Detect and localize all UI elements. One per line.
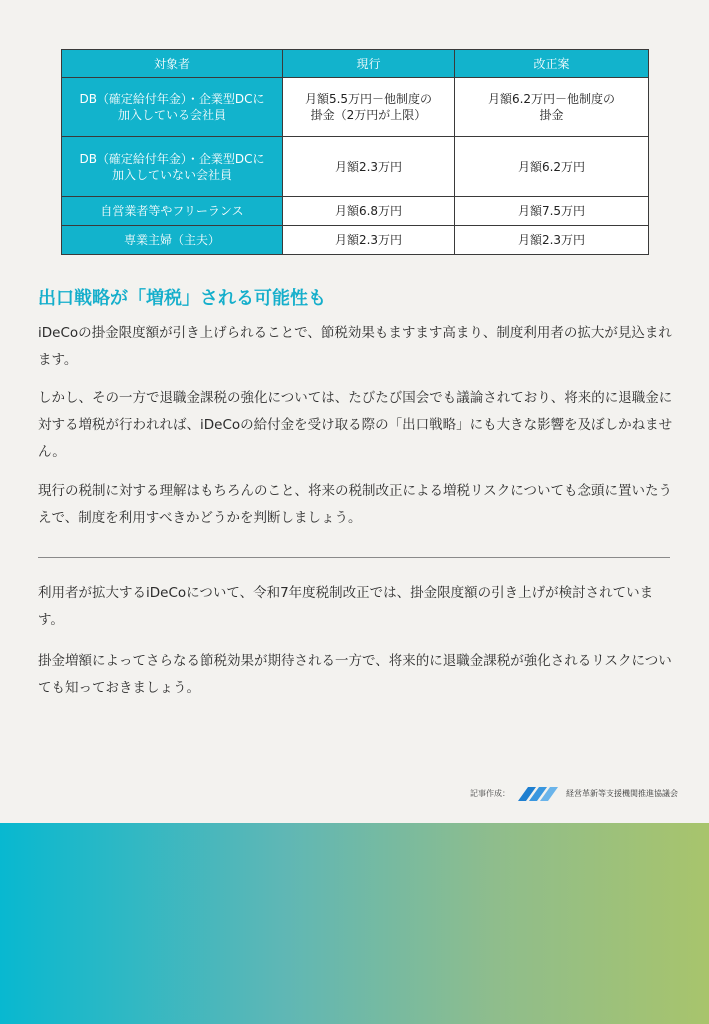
cell-line: 月額2.3万円 xyxy=(517,233,586,247)
summary-paragraph: 掛金増額によってさらなる節税効果が期待される一方で、将来的に退職金課税が強化されるリスクについても知っておきましょう。 xyxy=(38,653,672,696)
summary-paragraph: 利用者が拡大するiDeCoについて、令和7年度税制改正では、掛金限度額の引き上げが検討されています。 xyxy=(38,585,654,628)
cell-line: DB（確定給付年金）・企業型DCに xyxy=(79,92,265,106)
row-subject xyxy=(62,226,283,255)
table-header-row xyxy=(62,50,649,78)
row-current xyxy=(283,78,455,137)
cell-line: 加入していない会社員 xyxy=(111,167,232,182)
body-paragraph: 現行の税制に対する理解はもちろんのこと、将来の税制改正による増税リスクについても念頭に置いたうえで、制度を利用すべきかどうかを判断しましょう。 xyxy=(38,483,672,526)
stripes-logo-icon xyxy=(516,784,560,802)
row-proposed xyxy=(455,197,649,226)
header-subject: 対象者 xyxy=(62,50,283,78)
cell-line: 月額5.5万円－他制度の xyxy=(304,92,433,106)
cell-line: 月額2.3万円 xyxy=(334,159,403,174)
comparison-table xyxy=(61,49,649,255)
row-current xyxy=(283,137,455,197)
header-proposed: 改正案 xyxy=(455,50,649,78)
cell-line: 月額6.2万円－他制度の xyxy=(487,92,616,106)
body-paragraph: しかし、その一方で退職金課税の強化については、たびたび国会でも議論されており、将来的に退職金に対する増税が行われれば、iDeCoの給付金を受け取る際の「出口戦略」にも大きな影響を及ぼしかねません。 xyxy=(38,390,673,460)
section-title: 出口戦略が「増税」される可能性も xyxy=(38,288,326,309)
row-subject xyxy=(62,137,283,197)
table-row xyxy=(62,137,649,197)
row-proposed xyxy=(455,226,649,255)
cell-line: 月額6.8万円 xyxy=(334,204,403,218)
row-subject xyxy=(62,197,283,226)
credit-organization: 経営革新等支援機関推進協議会 xyxy=(566,788,678,798)
header-current: 現行 xyxy=(283,50,455,78)
row-current xyxy=(283,197,455,226)
cell-line: 月額2.3万円 xyxy=(334,233,403,247)
table-row xyxy=(62,78,649,137)
article-credit xyxy=(470,783,678,803)
row-proposed xyxy=(455,78,649,137)
section-divider xyxy=(38,557,670,558)
credit-label: 記事作成： xyxy=(470,788,510,798)
footer-gradient-band xyxy=(0,823,709,1024)
cell-line: 専業主婦（主夫） xyxy=(123,233,220,247)
body-paragraph: iDeCoの掛金限度額が引き上げられることで、節税効果もますます高まり、制度利用者の拡大が見込まれます。 xyxy=(38,325,672,368)
cell-line: 月額6.2万円 xyxy=(517,159,586,174)
row-proposed xyxy=(455,137,649,197)
cell-line: 加入している会社員 xyxy=(117,108,226,122)
row-current xyxy=(283,226,455,255)
cell-line: 月額7.5万円 xyxy=(517,204,586,218)
cell-line: 自営業者等やフリーランス xyxy=(100,204,244,218)
comparison-table-container xyxy=(61,49,648,255)
row-subject xyxy=(62,78,283,137)
cell-line: DB（確定給付年金）・企業型DCに xyxy=(79,151,265,166)
cell-line: 掛金（2万円が上限） xyxy=(310,108,427,122)
table-row xyxy=(62,197,649,226)
table-row xyxy=(62,226,649,255)
cell-line: 掛金 xyxy=(539,108,564,122)
